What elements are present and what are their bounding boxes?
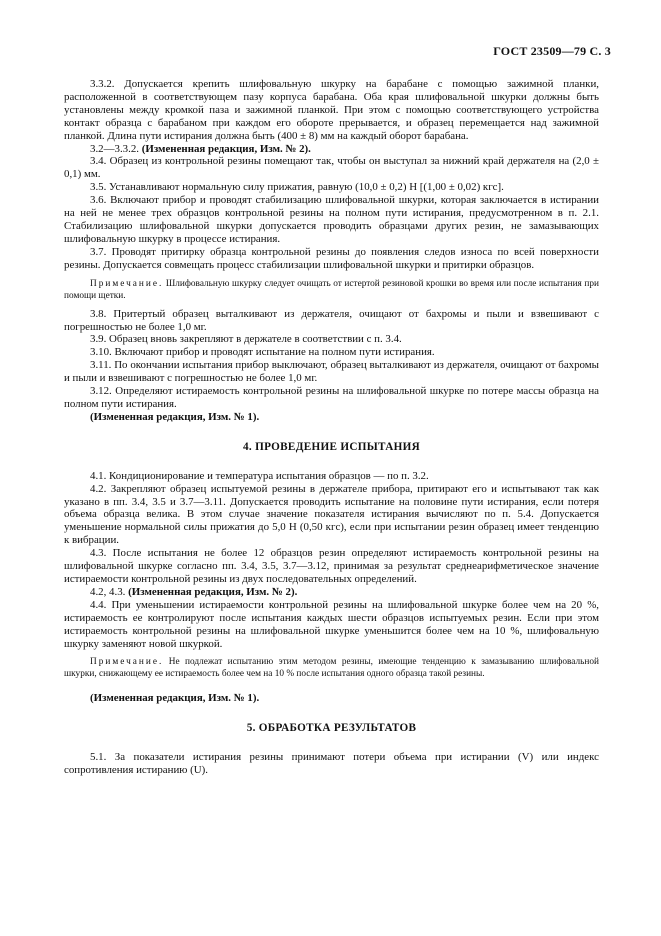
clause-3-3-2: 3.3.2. Допускается крепить шлифовальную шкурку на барабане с помощью зажимной планки, расположенной в соответствующем пазу корпуса барабана. Оба края шлифовальной шкурки должны быть установлены между кромкой паза и зажимной планкой. При этом с помощью соответствующего устройства контакт образца с барабаном при каждом его обороте прерывается, и образец перемещается над зажимной планкой. Длина пути истирания должна быть (400 ± 8) мм на каждый оборот барабана. [64,78,599,142]
clause-3-6: 3.6. Включают прибор и проводят стабилизацию шлифовальной шкурки, которая заключается в истирании на ней не менее трех образцов контрольной резины на полном пути истирания, предусмотренном в п. 2.1. Стабилизацию шлифовальной шкурки допускается проводить образцами других резин, не замазывающих шлифовальную шкурку в процессе истирания. [64,194,599,245]
clause-3-9: 3.9. Образец вновь закрепляют в держателе в соответствии с п. 3.4. [90,333,402,346]
clause-4-3: 4.3. После испытания не более 12 образцов резин определяют истираемость контрольной резины на шлифовальной шкурке согласно пп. 3.4, 3.5, 3.7—3.12, принимая за результат среднеарифметическое значение истираемости контрольной резины из двух последовательных определений. [64,547,599,585]
clause-3-8: 3.8. Притертый образец выталкивают из держателя, очищают от бахромы и пыли и взвешивают с погрешностью не более 1,0 мг. [64,307,599,333]
note-lead: Примечание. [90,657,164,668]
section-5-title: 5. ОБРАБОТКА РЕЗУЛЬТАТОВ [246,722,417,735]
amendment-note-3-2 [64,143,599,156]
clause-4-2: 4.2. Закрепляют образец испытуемой резины в держателе прибора, притирают его и испытывают так как указано в пп. 3.4, 3.5 и 3.7—3.11. Допускается проводить испытание на половине пути истирания, если потеря объема образца велика. В этом случае значение показателя истирания вычисляют по п. 5.4. Допускается уменьшение нормальной силы прижатия до 5,0 Н (0,50 кгс), если при испытании резин образец имеет тенденцию к вибрации. [64,482,599,547]
amendment-note-4-2 [64,586,599,599]
amendment-text: (Измененная редакция, Изм. № 2). [141,142,311,155]
note-text: Шлифовальную шкурку следует очищать от истертой резиновой крошки во время или после испытания при помощи щетки. [64,278,599,301]
amendment-ref: 4.2, 4.3. [90,585,129,598]
clause-3-5: 3.5. Устанавливают нормальную силу прижатия, равную (10,0 ± 0,2) Н [(1,00 ± 0,02) кгс]. [90,181,504,194]
clause-3-12: 3.12. Определяют истираемость контрольной резины на шлифовальной шкурке по потере массы образца на полном пути истирания. [64,385,599,410]
note-2 [64,656,599,680]
clause-3-10: 3.10. Включают прибор и проводят испытание на полном пути истирания. [90,346,435,359]
clause-4-4: 4.4. При уменьшении истираемости контрольной резины на шлифовальной шкурке более чем на 20 %, истираемость ее контролируют после испытания каждых шести образцов испытуемых резин. Если при этом истираемость контрольной резины на шлифовальной шкурке уменьшится более чем на 10 %, шлифовальную шкурку заменяют новой шкуркой. [64,598,599,650]
note-lead: Примечание. [90,278,164,289]
note-1 [64,278,599,302]
clause-3-7: 3.7. Проводят притирку образца контрольной резины до появления следов износа по всей поверхности резины. Допускается совмещать процесс стабилизации шлифовальной шкурки и притирки образцов. [64,245,599,271]
page-header: ГОСТ 23509—79 С. 3 [493,44,611,58]
amendment-text: (Измененная редакция, Изм. № 2). [128,585,298,598]
clause-3-11: 3.11. По окончании испытания прибор выключают, образец выталкивают из держателя, очищают от бахромы и пыли и взвешивают с погрешностью не более 1,0 мг. [64,359,599,385]
document-body [64,78,599,777]
amendment-ref: 3.2—3.3.2. [90,142,142,155]
amendment-note-1a: (Измененная редакция, Изм. № 1). [90,410,260,423]
clause-4-1: 4.1. Кондиционирование и температура испытания образцов — по п. 3.2. [90,469,429,482]
note-text: Не подлежат испытанию этим методом резины, имеющие тенденцию к замазыванию шлифовальной шкурки, снижающему ее истираемость более чем на 10 % после испытания одного образца такой резины. [64,657,599,680]
section-4-title: 4. ПРОВЕДЕНИЕ ИСПЫТАНИЯ [243,440,420,453]
clause-5-1: 5.1. За показатели истирания резины принимают потери объема при истирании (V) или индекс сопротивления истиранию (U). [64,751,599,777]
clause-3-4: 3.4. Образец из контрольной резины помещают так, чтобы он выступал за нижний край держателя на (2,0 ± 0,1) мм. [64,155,599,181]
amendment-note-1b: (Измененная редакция, Изм. № 1). [90,692,260,705]
